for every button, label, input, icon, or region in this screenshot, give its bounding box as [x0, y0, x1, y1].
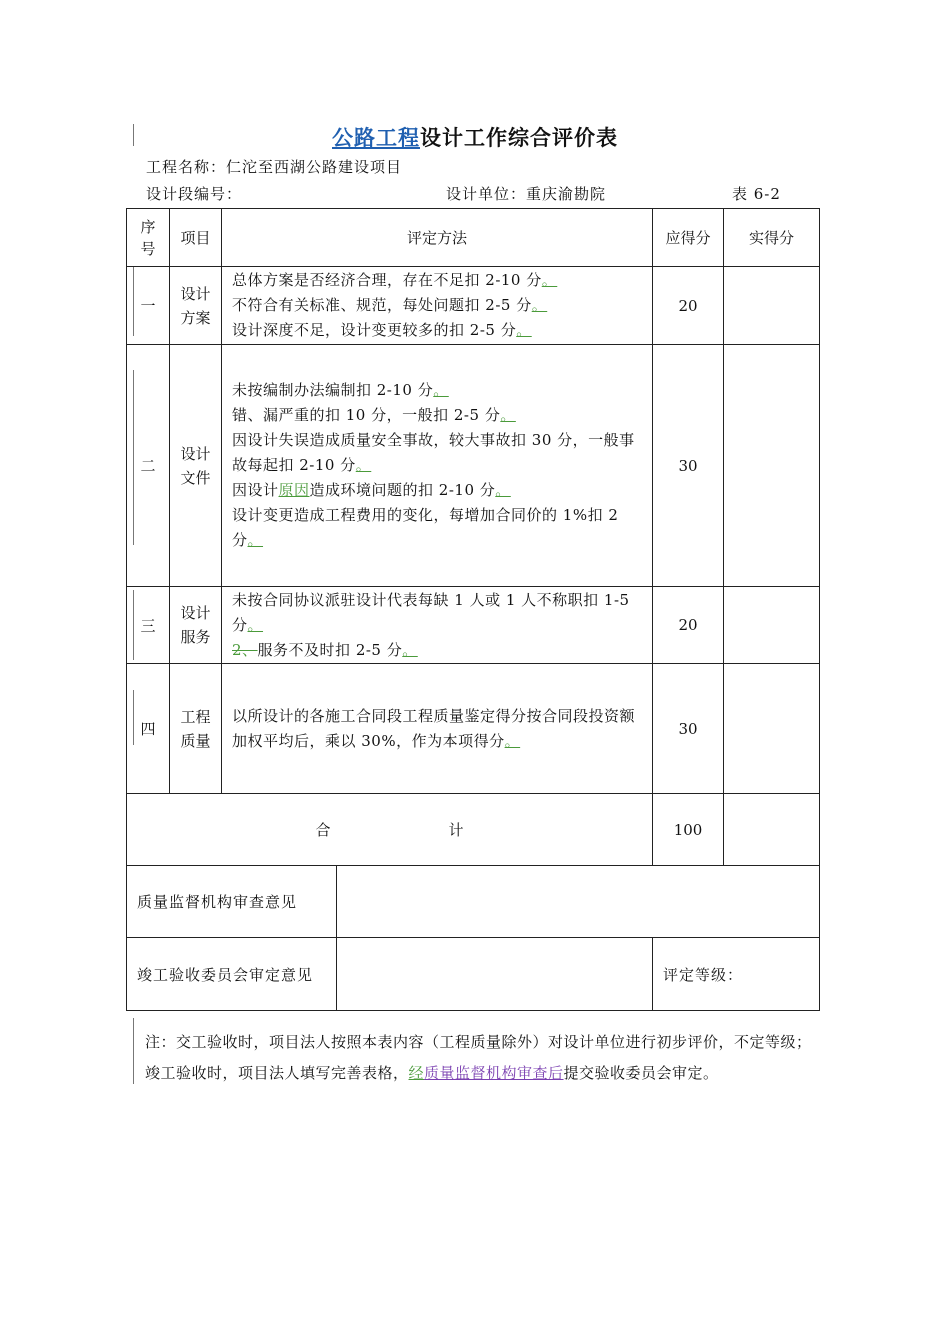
- design-unit: 设计单位：重庆渝勘院: [446, 185, 607, 203]
- row-actual-score[interactable]: [724, 587, 820, 664]
- title-highlight: 公路工程: [332, 125, 420, 150]
- row-method: 未按编制办法编制扣 2-10 分。 错、漏严重的扣 10 分，一般扣 2-5 分。 因设计失误造成质量安全事故，较大事故扣 30 分，一般事故每起扣 2-10 分。 因设计原因造成环境问题的扣 2-10 分。 设计变更造成工程费用的变化，每增加合同价的 1%扣 2 分。: [222, 345, 653, 587]
- project-name: 工程名称：仁沱至西湖公路建设项目: [146, 158, 403, 176]
- row-due-score: 30: [653, 345, 724, 587]
- row-method: 未按合同协议派驻设计代表每缺 1 人或 1 人不称职扣 1-5 分。 2、服务不及时扣 2-5 分。: [222, 587, 653, 664]
- row-method: 总体方案是否经济合理，存在不足扣 2-10 分。 不符合有关标准、规范，每处问题扣 2-5 分。 设计深度不足，设计变更较多的扣 2-5 分。: [222, 267, 653, 345]
- table-row: [127, 267, 820, 345]
- form-number: 表 6-2: [732, 185, 781, 203]
- table-row: [127, 664, 820, 794]
- footnote-link[interactable]: 质量监督机构审查后: [424, 1064, 564, 1082]
- header-actual-score: 实得分: [724, 209, 820, 267]
- row-method: 以所设计的各施工合同段工程质量鉴定得分按合同段投资额加权平均后，乘以 30%，作为本项得分。: [222, 664, 653, 794]
- footnote: 注：交工验收时，项目法人按照本表内容（工程质量除外）对设计单位进行初步评价，不定等级；竣工验收时，项目法人填写完善表格，经质量监督机构审查后提交验收委员会审定。: [145, 1033, 812, 1082]
- total-row: [127, 794, 820, 866]
- row-item: 设计 文件: [170, 345, 222, 587]
- table-row: [127, 345, 820, 587]
- supervision-opinion-label: 质量监督机构审查意见: [127, 866, 337, 938]
- grade-label: 评定等级：: [653, 938, 820, 1011]
- total-label: 合 计: [127, 794, 653, 866]
- header-due-score: 应得分: [653, 209, 724, 267]
- row-seq: 二: [127, 345, 170, 587]
- row-due-score: 20: [653, 267, 724, 345]
- total-score: 100: [653, 794, 724, 866]
- header-method: 评定方法: [222, 209, 653, 267]
- page-title: [0, 122, 950, 152]
- row-due-score: 30: [653, 664, 724, 794]
- header-row: [127, 209, 820, 267]
- header-seq: 序 号: [127, 209, 170, 267]
- acceptance-opinion-label: 竣工验收委员会审定意见: [127, 938, 337, 1011]
- revision-bar: [133, 1018, 134, 1084]
- row-actual-score[interactable]: [724, 664, 820, 794]
- row-actual-score[interactable]: [724, 345, 820, 587]
- acceptance-opinion-field[interactable]: [337, 938, 653, 1011]
- title-rest: 设计工作综合评价表: [420, 125, 618, 150]
- supervision-row: [127, 866, 820, 938]
- header-item: 项目: [170, 209, 222, 267]
- row-due-score: 20: [653, 587, 724, 664]
- row-seq: 四: [127, 664, 170, 794]
- row-actual-score[interactable]: [724, 267, 820, 345]
- row-item: 工程 质量: [170, 664, 222, 794]
- supervision-opinion-field[interactable]: [337, 866, 820, 938]
- table-row: [127, 587, 820, 664]
- row-item: 设计 方案: [170, 267, 222, 345]
- row-seq: 三: [127, 587, 170, 664]
- evaluation-table: [126, 208, 820, 1011]
- row-seq: 一: [127, 267, 170, 345]
- section-number: 设计段编号：: [146, 185, 243, 203]
- total-actual-score[interactable]: [724, 794, 820, 866]
- row-item: 设计 服务: [170, 587, 222, 664]
- acceptance-row: [127, 938, 820, 1011]
